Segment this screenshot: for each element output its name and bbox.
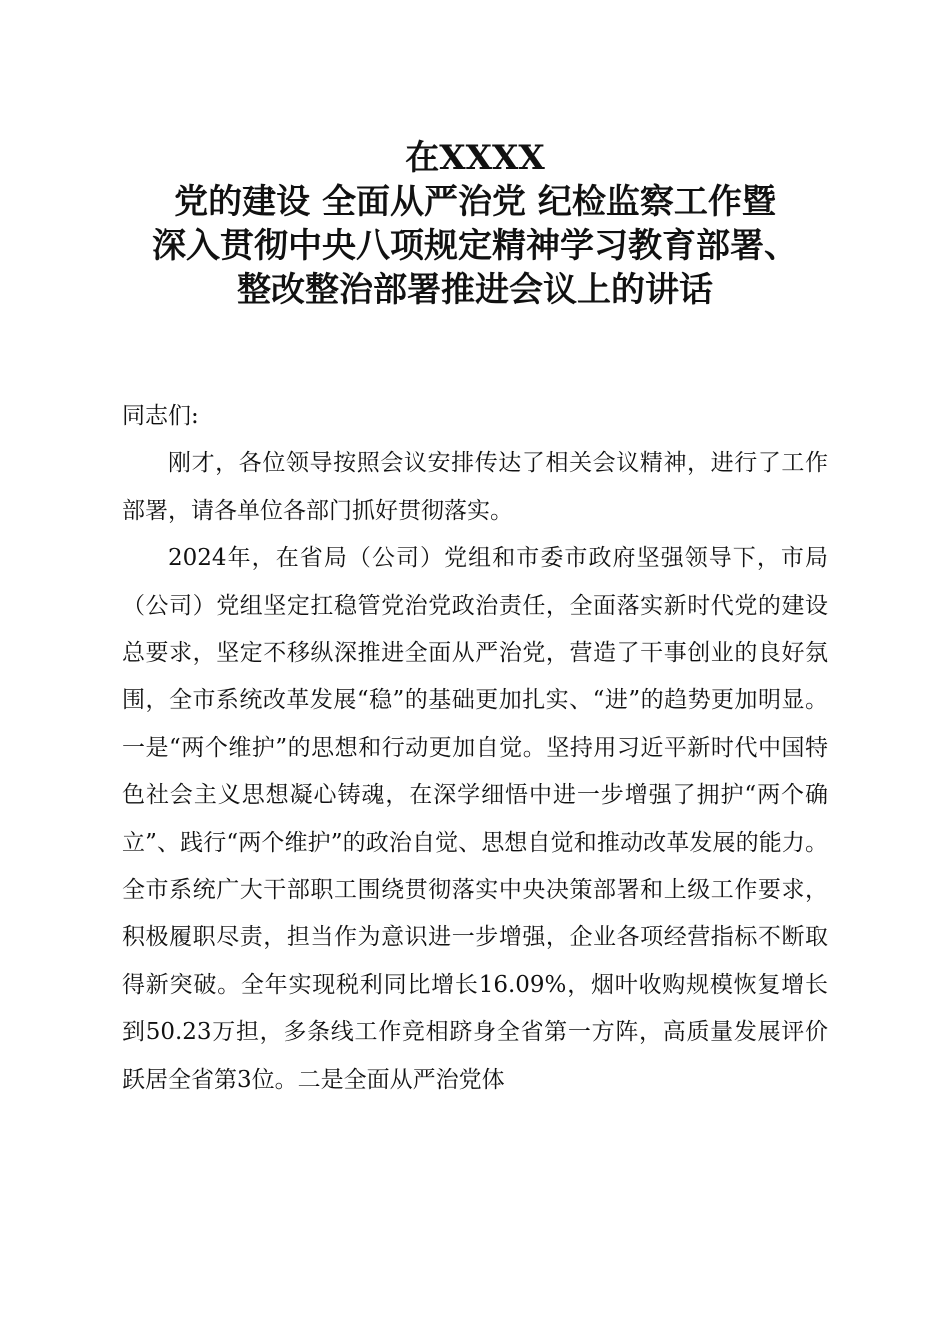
speech-body bbox=[122, 393, 828, 1104]
salutation: 同志们: bbox=[122, 403, 199, 429]
paragraph-1: 刚才，各位领导按照会议安排传达了相关会议精神，进行了工作部署，请各单位各部门抓好贯彻落实。 bbox=[122, 450, 828, 524]
title-line-1: 在XXXX bbox=[405, 138, 545, 178]
title-line-2: 党的建设 全面从严治党 纪检监察工作暨 bbox=[174, 182, 776, 222]
paragraph-2: 2024年，在省局（公司）党组和市委市政府坚强领导下，市局（公司）党组坚定扛稳管党治党政治责任，全面落实新时代党的建设总要求，坚定不移纵深推进全面从严治党，营造了干事创业的良好氛围，全市系统改革发展“稳”的基础更加扎实、“进”的趋势更加明显。一是“两个维护”的思想和行动更加自觉。坚持用习近平新时代中国特色社会主义思想凝心铸魂，在深学细悟中进一步增强了拥护“两个确立”、践行“两个维护”的政治自觉、思想自觉和推动改革发展的能力。全市系统广大干部职工围绕贯彻落实中央决策部署和上级工作要求，积极履职尽责，担当作为意识进一步增强，企业各项经营指标不断取得新突破。全年实现税利同比增长16.09%，烟叶收购规模恢复增长到50.23万担，多条线工作竞相跻身全省第一方阵，高质量发展评价跃居全省第3位。二是全面从严治党体 bbox=[122, 545, 828, 1093]
title-line-3: 深入贯彻中央八项规定精神学习教育部署、 bbox=[152, 226, 798, 266]
speech-title bbox=[60, 136, 890, 312]
title-line-4: 整改整治部署推进会议上的讲话 bbox=[237, 270, 713, 310]
